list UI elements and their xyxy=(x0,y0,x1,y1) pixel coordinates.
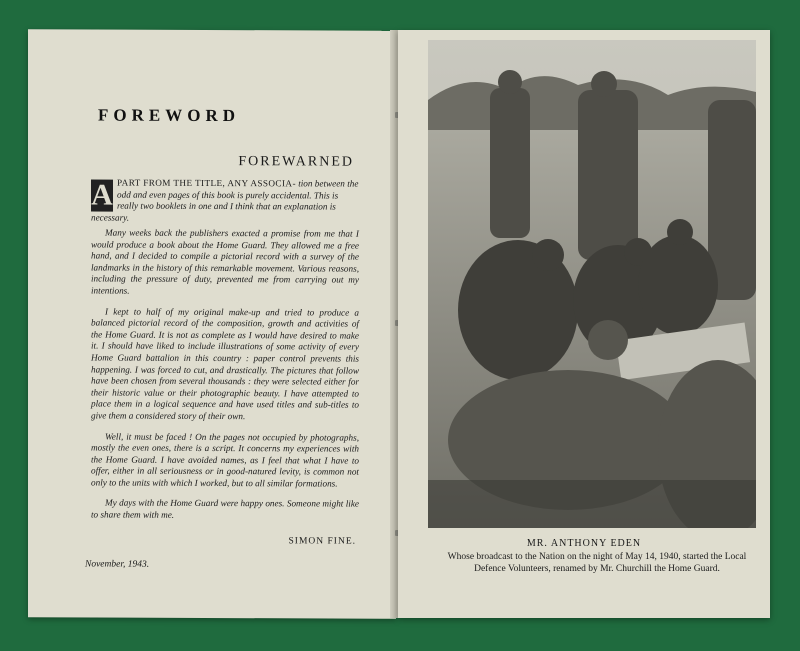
body-paragraph: My days with the Home Guard were happy ones. Someone might like to share them with me. xyxy=(91,498,359,520)
opening-lead: PART FROM THE TITLE, ANY ASSOCIA- xyxy=(117,177,296,189)
body-paragraph: Many weeks back the publishers exacted a promise from me that I would produce a book about the Home Guard. They allowed me a free hand, and I decided to compile a pictorial record with a survey of the landmarks in the history of this remarkable movement. Various reasons, including the pressure of duty, prevented me from carrying out my intentions. xyxy=(91,227,359,296)
body-paragraph: Well, it must be faced ! On the pages not occupied by photographs, mostly the even ones, there is a script. It concerns my experiences with the Home Guard. I have avoided names, as I feel that what I have to offer, either in all seriousness or in good-natured levity, is common not only to the units with which I worked, but to all similar formations. xyxy=(91,431,359,489)
forewarned-subheading: FOREWARNED xyxy=(238,154,354,170)
body-paragraph: I kept to half of my original make-up and tried to produce a balanced pictorial record of the composition, growth and activities of the Home Guard. It is not as complete as I would have desired to make it. I should have liked to include illustrations of some activity of every Home Guard battalion in this country : paper control prevents this happening. I was forced to cut, and drastically. The pictures that follow have been chosen from several thousands : they were selected either for their historic value or their photographic beauty. I have attempted to place them in a logical sequence and have used titles and sub-titles to give them a considered story of their own. xyxy=(91,306,359,422)
left-page xyxy=(28,29,396,619)
opening-paragraph xyxy=(91,177,359,225)
date-line: November, 1943. xyxy=(85,559,150,570)
drop-cap: A xyxy=(91,178,113,212)
right-page xyxy=(398,30,770,618)
photo-caption-body: Whose broadcast to the Nation on the night of May 14, 1940, started the Local Defence Volunteers, renamed by Mr. Churchill the Home Guard. xyxy=(447,552,747,574)
foreword-body xyxy=(91,227,359,531)
foreword-heading: FOREWORD xyxy=(98,105,240,126)
opening-rest: tion between the odd and even pages of this book is purely accidental. This is really two booklets in one and I think that an explanation is necessary. xyxy=(91,178,359,223)
photograph-soldiers-group xyxy=(428,40,756,528)
photo-caption-title: MR. ANTHONY EDEN xyxy=(526,538,642,549)
open-booklet xyxy=(28,30,770,618)
author-signature: SIMON FINE. xyxy=(288,536,356,547)
